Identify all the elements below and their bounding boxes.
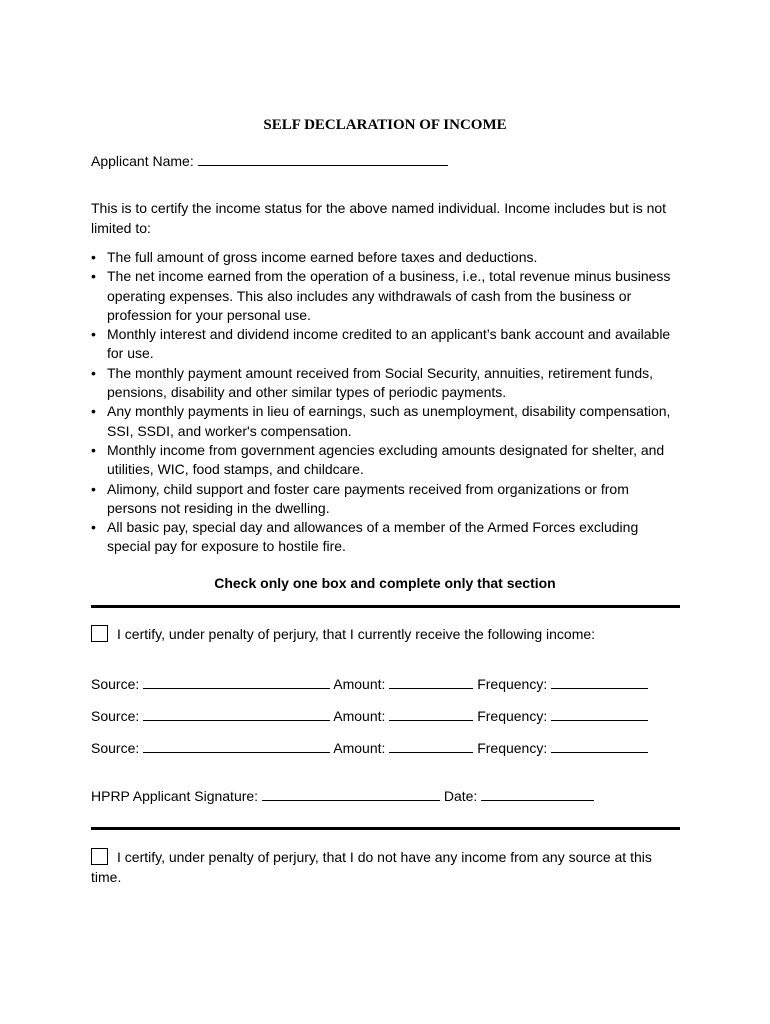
section-heading: Check only one box and complete only that section <box>214 575 556 591</box>
date-field[interactable] <box>481 786 594 801</box>
signature-row <box>91 786 594 804</box>
signature-field[interactable] <box>262 786 440 801</box>
amount-label: Amount: <box>333 740 386 756</box>
amount-field[interactable] <box>389 674 473 689</box>
list-item: • Any monthly payments in lieu of earnings, such as unemployment, disability compensation, SSI, SSDI, and worker's compensation. <box>91 402 681 441</box>
frequency-field[interactable] <box>551 738 648 753</box>
income-row <box>91 738 648 756</box>
source-field[interactable] <box>143 706 330 721</box>
list-item: • All basic pay, special day and allowances of a member of the Armed Forces excluding special pay for exposure to hostile fire. <box>91 518 681 557</box>
list-item: • Monthly interest and dividend income credited to an applicant’s bank account and available for use. <box>91 325 681 364</box>
frequency-field[interactable] <box>551 706 648 721</box>
list-item: • The net income earned from the operation of a business, i.e., total revenue minus business operating expenses. This also includes any withdrawals of cash from the business or profession for your personal use. <box>91 267 681 325</box>
amount-field[interactable] <box>389 706 473 721</box>
source-label: Source: <box>91 676 140 692</box>
intro-paragraph: This is to certify the income status for the above named individual. Income includes but is not limited to: <box>91 200 667 236</box>
applicant-name-field[interactable] <box>198 151 448 166</box>
no-income-certification-text: I certify, under penalty of perjury, that I do not have any income from any source at this time. <box>91 849 652 885</box>
signature-label: HPRP Applicant Signature: <box>91 788 259 804</box>
applicant-name-row <box>91 151 448 169</box>
list-item: • Alimony, child support and foster care payments received from organizations or from persons not residing in the dwelling. <box>91 480 681 519</box>
applicant-name-label: Applicant Name: <box>91 153 194 169</box>
amount-label: Amount: <box>333 676 386 692</box>
source-field[interactable] <box>143 674 330 689</box>
amount-field[interactable] <box>389 738 473 753</box>
list-item: • The monthly payment amount received from Social Security, annuities, retirement funds, pensions, disability and other similar types of periodic payments. <box>91 364 681 403</box>
list-item: • Monthly income from government agencies excluding amounts designated for shelter, and utilities, WIC, food stamps, and childcare. <box>91 441 681 480</box>
frequency-label: Frequency: <box>477 676 548 692</box>
source-label: Source: <box>91 740 140 756</box>
page-title: SELF DECLARATION OF INCOME <box>263 117 507 133</box>
income-checkbox[interactable] <box>91 625 108 642</box>
amount-label: Amount: <box>333 708 386 724</box>
date-label: Date: <box>443 788 478 804</box>
frequency-label: Frequency: <box>477 740 548 756</box>
source-field[interactable] <box>143 738 330 753</box>
frequency-label: Frequency: <box>477 708 548 724</box>
source-label: Source: <box>91 708 140 724</box>
income-row <box>91 706 648 724</box>
frequency-field[interactable] <box>551 674 648 689</box>
section-divider <box>91 605 680 608</box>
list-item: • The full amount of gross income earned before taxes and deductions. <box>91 248 681 267</box>
section-divider <box>91 827 680 830</box>
income-types-list <box>91 248 681 557</box>
income-row <box>91 674 648 692</box>
income-certification-text: I certify, under penalty of perjury, that I currently receive the following income: <box>117 626 596 642</box>
